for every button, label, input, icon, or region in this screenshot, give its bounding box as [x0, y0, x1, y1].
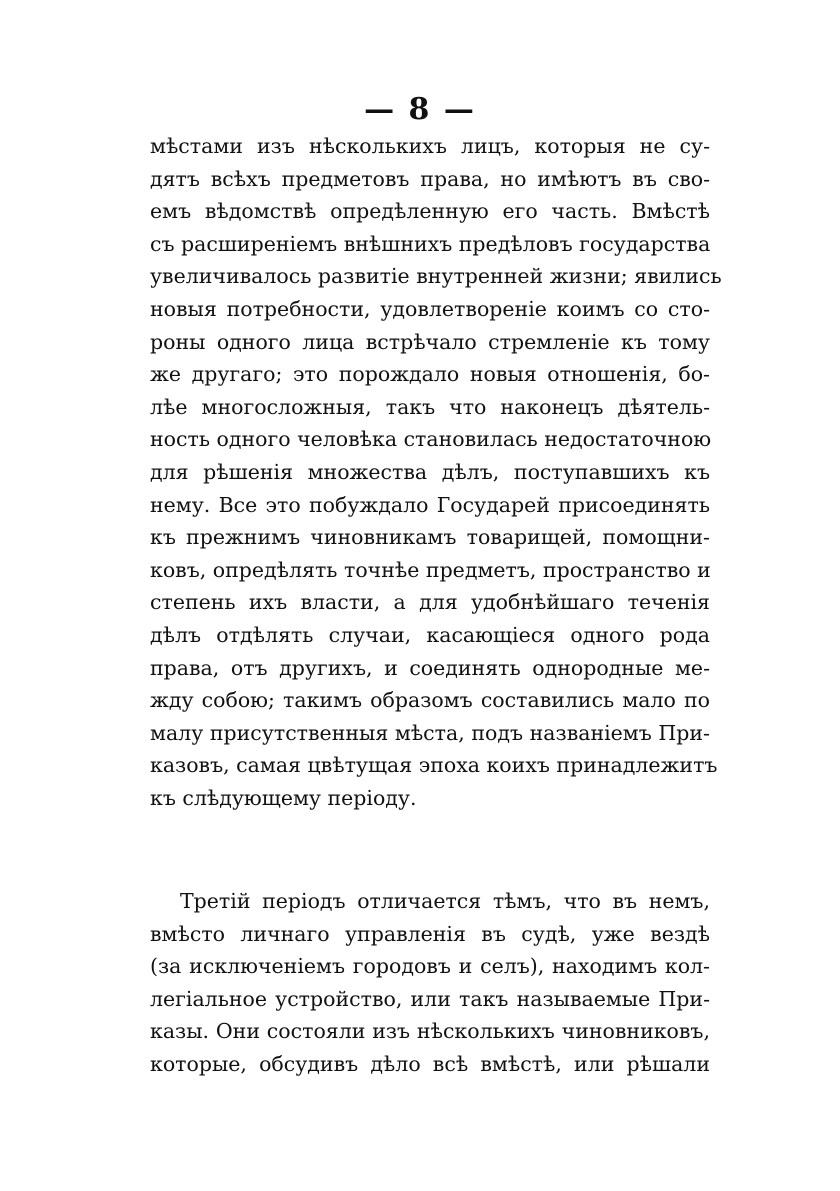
text-line: съ расширеніемъ внѣшнихъ предѣловъ государства	[150, 231, 711, 256]
text-line: легіальное устройство, или такъ называемые При-	[150, 986, 710, 1011]
text-line: нему. Все это побуждало Государей присоединять	[150, 492, 710, 517]
text-line: дѣлъ отдѣлять случаи, касающіеся одного рода	[150, 622, 710, 647]
text-line: малу присутственныя мѣста, подъ названіемъ При-	[150, 720, 710, 745]
text-line: роны одного лица встрѣчало стремленіе къ тому	[150, 329, 710, 354]
text-line: для рѣшенія множества дѣлъ, поступавшихъ къ	[150, 459, 710, 484]
text-line: увеличивалось развитіе внутренней жизни; явились	[150, 264, 722, 289]
text-line: степень ихъ власти, а для удобнѣйшаго теченія	[150, 590, 710, 615]
text-line: же другаго; это порождало новыя отношенія, бо-	[150, 362, 710, 387]
page-number: — 8 —	[364, 92, 476, 127]
text-line: емъ вѣдомствѣ опредѣленную его часть. Вмѣстѣ	[150, 199, 710, 224]
text-line: жду собою; такимъ образомъ составились мало по	[150, 688, 710, 713]
text-line: ковъ, опредѣлять точнѣе предметъ, пространство и	[150, 557, 711, 582]
paragraph-2	[150, 885, 710, 1081]
text-line: которые, обсудивъ дѣло всѣ вмѣстѣ, или рѣшали	[150, 1051, 710, 1076]
text-line: лѣе многосложныя, такъ что наконецъ дѣятель-	[150, 394, 710, 419]
text-line: казы. Они состояли изъ нѣсколькихъ чиновниковъ,	[150, 1019, 710, 1044]
paragraph-1	[150, 130, 722, 814]
text-line: вмѣсто личнаго управленія въ судѣ, уже вездѣ	[150, 921, 710, 946]
text-line: къ слѣдующему періоду.	[150, 785, 417, 810]
text-line: мѣстами изъ нѣсколькихъ лицъ, которыя не су-	[150, 134, 710, 158]
text-line: къ прежнимъ чиновникамъ товарищей, помощни-	[150, 525, 710, 550]
text-line: дятъ всѣхъ предметовъ права, но имѣютъ въ сво-	[150, 166, 710, 191]
text-line: ность одного человѣка становилась недостаточною	[150, 427, 712, 452]
text-line: (за исключеніемъ городовъ и селъ), находимъ кол-	[150, 954, 710, 979]
text-line: казовъ, самая цвѣтущая эпоха коихъ принадлежитъ	[150, 753, 718, 778]
text-line: Третій періодъ отличается тѣмъ, что въ немъ,	[180, 889, 710, 913]
text-line: права, отъ другихъ, и соединять однородные ме-	[150, 655, 710, 680]
text-line: новыя потребности, удовлетвореніе коимъ со сто-	[150, 296, 710, 321]
